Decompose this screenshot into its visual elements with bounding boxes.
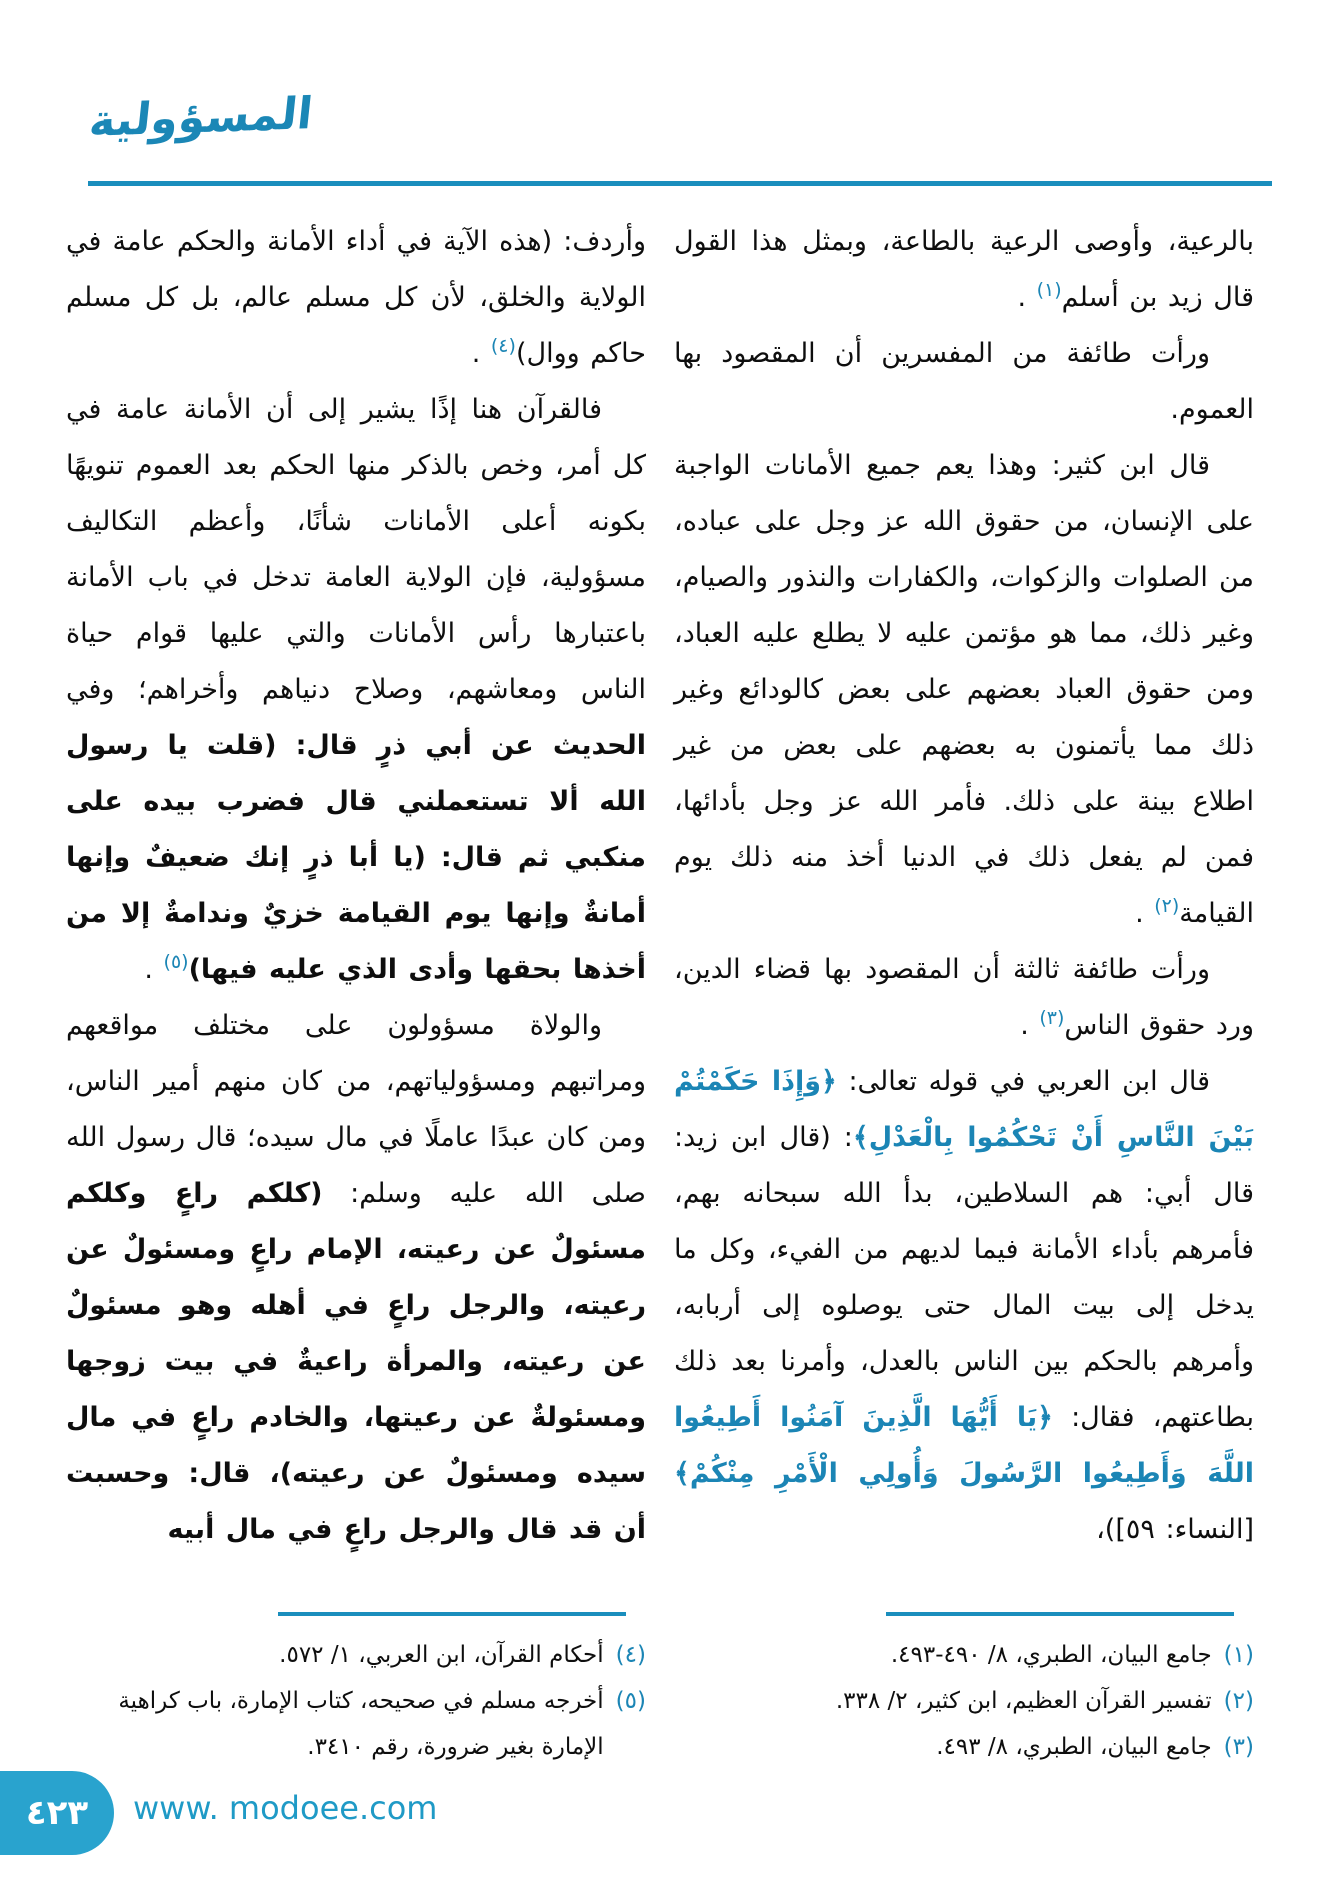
website-url: www. modoee.com [133, 1789, 438, 1827]
footnote-text: تفسير القرآن العظيم، ابن كثير، ٢/ ٣٣٨. [835, 1688, 1212, 1714]
body-text: . [471, 338, 491, 369]
paragraph-left-2 [66, 382, 646, 998]
body-text: . [1020, 1010, 1040, 1041]
column-right [674, 214, 1254, 1770]
body-text: ورأت طائفة ثالثة أن المقصود بها قضاء الدين، ورد حقوق الناس [674, 954, 1254, 1041]
paragraph-right-2 [674, 326, 1254, 438]
footnotes-right [674, 1598, 1254, 1770]
body-text: والولاة مسؤولون على مختلف مواقعهم ومراتبهم ومسؤولياتهم، من كان منهم أمير الناس، ومن كان عبدًا عاملًا في مال سيده؛ قال رسول الله صلى الله عليه وسلم: [66, 1010, 646, 1209]
body-text: بالرعية، وأوصى الرعية بالطاعة، وبمثل هذا القول قال زيد بن أسلم [674, 226, 1254, 313]
page-number-badge [0, 1771, 114, 1855]
footnote-number: (١) [1223, 1642, 1254, 1668]
body-text: ورأت طائفة من المفسرين أن المقصود بها العموم. [674, 338, 1254, 425]
footnote-text: أخرجه مسلم في صحيحه، كتاب الإمارة، باب كراهية الإمارة بغير ضرورة، رقم ٣٤١٠. [118, 1688, 604, 1760]
footnote-ref-2: (٢) [1154, 895, 1180, 917]
body-text: قال ابن العربي في قوله تعالى: [836, 1066, 1210, 1097]
column-left [66, 214, 646, 1770]
page-body [66, 214, 1254, 1770]
footnote-number: (٥) [615, 1688, 646, 1714]
body-text: فالقرآن هنا إذًا يشير إلى أن الأمانة عامة في كل أمر، وخص بالذكر منها الحكم بعد العموم تنويهًا بكونه أعلى الأمانات شأنًا، وأعظم التكاليف مسؤولية، فإن الولاية العامة تدخل في باب الأمانة باعتبارها رأس الأمانات والتي عليها قوام حياة الناس ومعاشهم، وصلاح دنياهم وأخراهم؛ وفي [66, 394, 646, 705]
footnote-5 [66, 1678, 646, 1770]
body-text: وأردف: (هذه الآية في أداء الأمانة والحكم عامة في الولاية والخلق، لأن كل مسلم عالم، بل كل مسلم حاكم ووال) [66, 226, 646, 369]
body-text: . [1017, 282, 1037, 313]
footnote-1 [674, 1632, 1254, 1678]
footnote-separator [886, 1612, 1234, 1616]
footnote-3 [674, 1724, 1254, 1770]
footnote-text: جامع البيان، الطبري، ٨/ ٤٩٣. [936, 1734, 1212, 1760]
footnote-number: (٢) [1223, 1688, 1254, 1714]
footnote-number: (٣) [1223, 1734, 1254, 1760]
verse-citation: [النساء: ٥٩])، [1096, 1514, 1254, 1545]
quran-verse-nisa-59: ﴿يَا أَيُّهَا الَّذِينَ آمَنُوا أَطِيعُوا اللَّهَ وَأَطِيعُوا الرَّسُولَ وَأُولِي الْأَمْرِ مِنْكُمْ﴾ [674, 1402, 1254, 1489]
footnote-ref-3: (٣) [1039, 1007, 1065, 1029]
quran-verse-nisa-58: ﴿وَإِذَا حَكَمْتُمْ بَيْنَ النَّاسِ أَنْ تَحْكُمُوا بِالْعَدْلِ﴾ [674, 1066, 1254, 1153]
body-text: . [144, 954, 164, 985]
footnotes-left [66, 1598, 646, 1770]
body-text: قال ابن كثير: وهذا يعم جميع الأمانات الواجبة على الإنسان، من حقوق الله عز وجل على عباده، من الصلوات والزكوات، والكفارات والنذور والصيام، وغير ذلك، مما هو مؤتمن عليه لا يطلع عليه العباد، ومن حقوق العباد بعضهم على بعض كالودائع وغير ذلك مما يأتمنون به بعضهم على بعض من غير اطلاع بينة على ذلك. فأمر الله عز وجل بأدائها، فمن لم يفعل ذلك في الدنيا أخذ منه ذلك يوم القيامة [674, 450, 1254, 929]
footnote-ref-5: (٥) [163, 951, 189, 973]
page-number: ٤٢٣ [25, 1793, 89, 1833]
header-rule [88, 181, 1272, 186]
body-text: . [1135, 898, 1155, 929]
footnote-2 [674, 1678, 1254, 1724]
footnote-text: أحكام القرآن، ابن العربي، ١/ ٥٧٢. [279, 1642, 604, 1668]
paragraph-right-1 [674, 214, 1254, 326]
footnote-number: (٤) [615, 1642, 646, 1668]
footnote-separator [278, 1612, 626, 1616]
footnote-text: جامع البيان، الطبري، ٨/ ٤٩٠-٤٩٣. [890, 1642, 1212, 1668]
paragraph-left-1 [66, 214, 646, 382]
footnote-ref-4: (٤) [490, 335, 516, 357]
body-text: : (قال ابن زيد: قال أبي: هم السلاطين، بدأ الله سبحانه بهم، فأمرهم بأداء الأمانة فيما لديهم من الفيء، وكل ما يدخل إلى بيت المال حتى يوصلوه إلى أربابه، وأمرهم بالحكم بين الناس بالعدل، وأمرنا بعد ذلك بطاعتهم، فقال: [674, 1122, 1254, 1433]
footnote-ref-1: (١) [1036, 279, 1062, 301]
footnote-4 [66, 1632, 646, 1678]
paragraph-right-3 [674, 438, 1254, 942]
hadith-text: الحديث عن أبي ذرٍ قال: (قلت يا رسول الله ألا تستعملني قال فضرب بيده على منكبي ثم قال: (يا أبا ذرٍ إنك ضعيفٌ وإنها أمانةٌ وإنها يوم القيامة خزيٌ وندامةٌ إلا من أخذها بحقها وأدى الذي عليه فيها) [66, 730, 646, 985]
book-title-calligraphy: المسؤولية [86, 88, 316, 147]
paragraph-right-4 [674, 942, 1254, 1054]
hadith-text: (كلكم راعٍ وكلكم مسئولٌ عن رعيته، الإمام راعٍ ومسئولٌ عن رعيته، والرجل راعٍ في أهله وهو مسئولٌ عن رعيته، والمرأة راعيةٌ في بيت زوجها ومسئولةٌ عن رعيتها، والخادم راعٍ في مال سيده ومسئولٌ عن رعيته)، قال: وحسبت أن قد قال والرجل راعٍ في مال أبيه [66, 1178, 646, 1545]
paragraph-left-3 [66, 998, 646, 1558]
paragraph-right-5 [674, 1054, 1254, 1558]
